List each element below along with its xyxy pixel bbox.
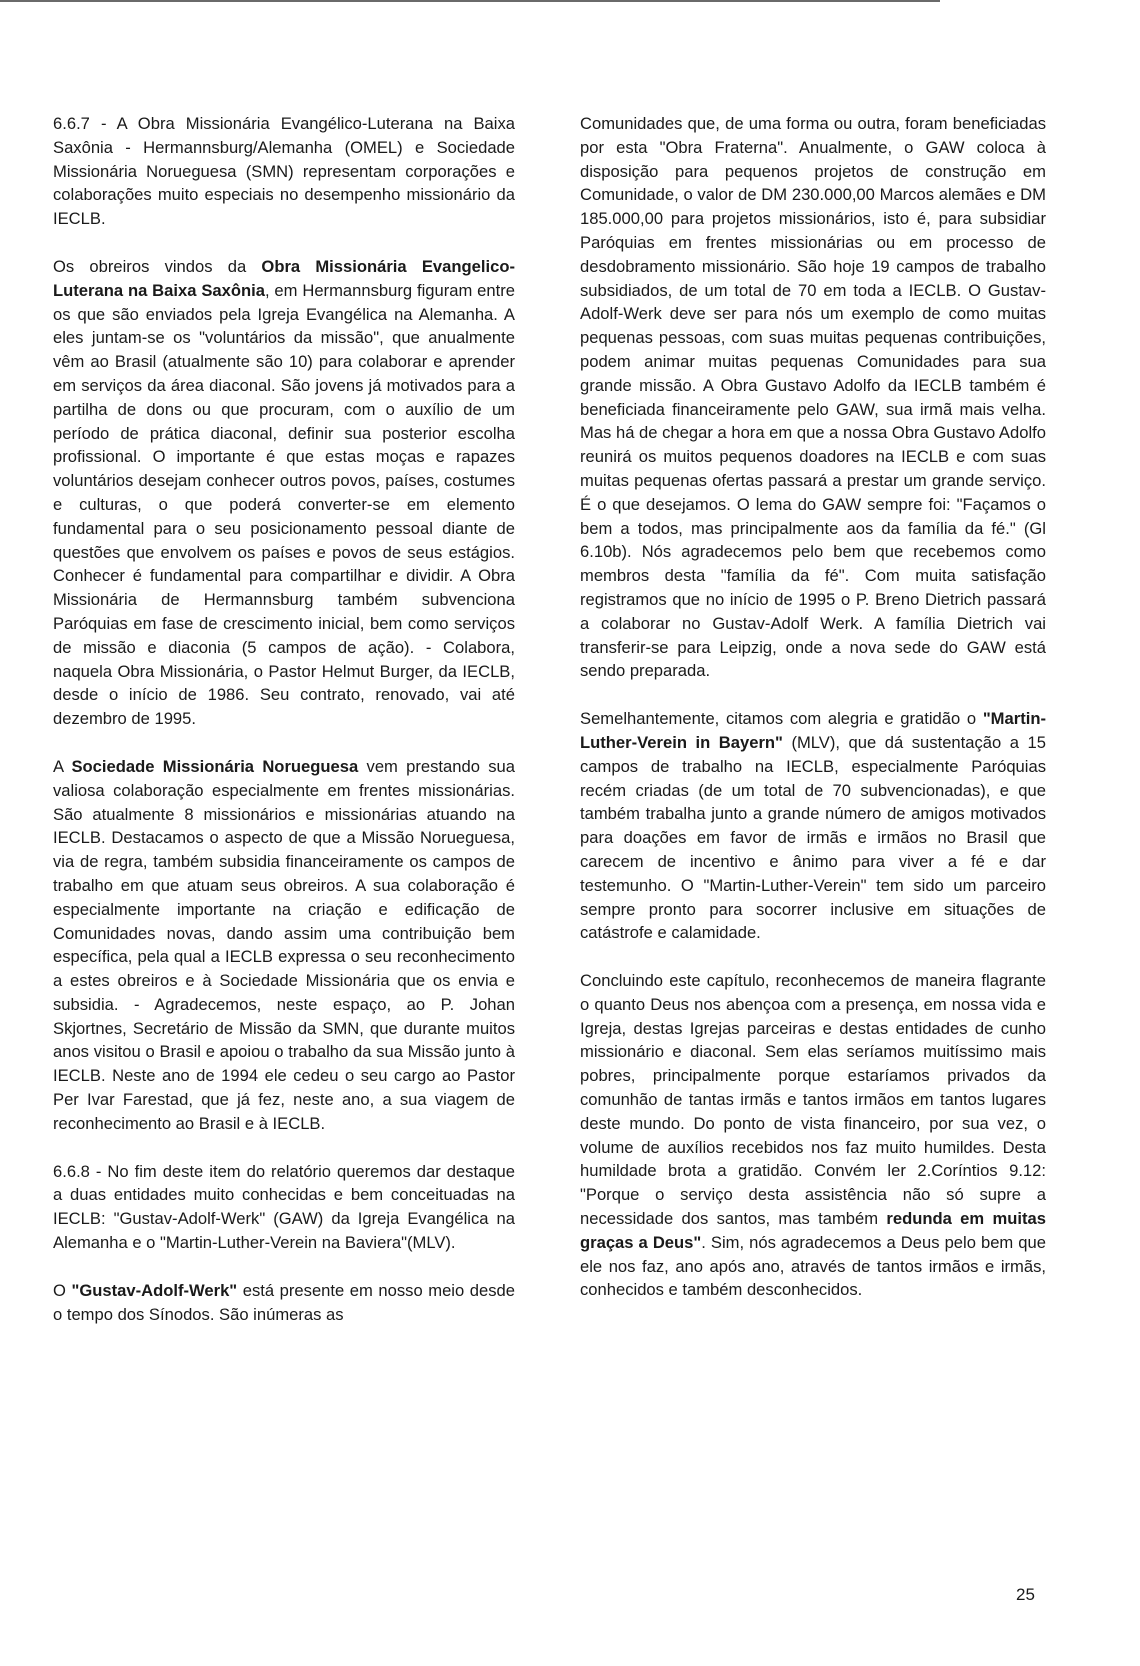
gaw-paragraph-start: O "Gustav-Adolf-Werk" está presente em nosso meio desde o tempo dos Sínodos. São inúmeras as	[53, 1280, 515, 1324]
smn-paragraph: A Sociedade Missionária Norueguesa vem prestando sua valiosa colaboração especialmente em frentes missionárias. São atualmente 8 missionários e missionárias atuando na IECLB. Destacamos o aspecto de que a Missão Norueguesa, via de regra, também subsidia financeiramente os campos de trabalho em que atuam seus obreiros. A sua colaboração é especialmente importante na criação e edificação de Comunidades novas, dando assim uma contribuição bem específica, pela qual a IECLB expressa o seu reconhecimento a estes obreiros e à Sociedade Missionária que os envia e subsidia. - Agradecemos, neste espaço, ao P. Johan Skjortnes, Secretário de Missão da SMN, que durante muitos anos visitou o Brasil e apoiou o trabalho da sua Missão junto à IECLB. Neste ano de 1994 ele cedeu o seu cargo ao Pastor Per Ivar Farestad, que já fez, neste ano, a sua viagem de reconhecimento ao Brasil e à IECLB.	[53, 756, 516, 1133]
top-rule	[0, 0, 940, 2]
omel-paragraph: Os obreiros vindos da Obra Missionária Evangelico-Luterana na Baixa Saxônia, em Hermannsburg figuram entre os que são enviados pela Igreja Evangélica na Alemanha. A eles juntam-se os "voluntários da missão", que anualmente vêm ao Brasil (atualmente são 10) para colaborar e aprender em serviços da área diaconal. São jovens já motivados para a partilha de dons ou que procuram, com o auxílio de um período de prática diaconal, definir sua posterior escolha profissional. O importante é que estas moças e rapazes voluntários desejam conhecer outros povos, países, costumes e culturas, o que poderá converter-se em elemento fundamental para o seu posicionamento pessoal diante de questões que envolvem os países e povos de seus estágios. Conhecer é fundamental para compartilhar e dividir. A Obra Missionária de Hermannsburg também subvenciona Paróquias em fase de crescimento inicial, bem como serviços de missão e diaconia (5 campos de ação). - Colabora, naquela Obra Missionária, o Pastor Helmut Burger, da IECLB, desde o início de 1986. Seu contrato, renovado, vai até dezembro de 1995.	[53, 256, 515, 729]
section-6-6-7-intro: 6.6.7 - A Obra Missionária Evangélico-Luterana na Baixa Saxônia - Hermannsburg/Alemanha (OMEL) e Sociedade Missionária Norueguesa (SMN) representam corporações e colaborações muito especiais no desempenho missionário da IECLB.	[53, 114, 515, 229]
conclusion-paragraph: Concluindo este capítulo, reconhecemos de maneira flagrante o quanto Deus nos abençoa com a presença, em nossa vida e Igreja, destas Igrejas parceiras e destas entidades de cunho missionário e diaconal. Sem elas seríamos muitíssimo mais pobres, principalmente porque estaríamos privados da comunhão de tantas irmãs e tantos irmãos em tantos lugares deste mundo. Do ponto de vista financeiro, por sua vez, o volume de auxílios recebidos nos faz muito humildes. Desta humildade brota a gratidão. Convém ler 2.Coríntios 9.12: "Porque o serviço desta assistência não só supre a necessidade dos santos, mas também redunda em muitas graças a Deus". Sim, nós agradecemos a Deus pelo bem que ele nos faz, ano após ano, através de tantos irmãos e irmãs, conhecidos e também desconhecidos.	[580, 971, 1046, 1300]
mlv-paragraph: Semelhantemente, citamos com alegria e gratidão o "Martin-Luther-Verein in Bayern" (MLV), que dá sustentação a 15 campos de trabalho na IECLB, especialmente Paróquias recém criadas (de um total de 70 subvencionadas), e que também trabalha junto a grande número de amigos motivados para doações em favor de irmãs e irmãos no Brasil que carecem de incentivo e ânimo para viver a fé e dar testemunho. O "Martin-Luther-Verein" tem sido um parceiro sempre pronto para socorrer inclusive em situações de catástrofe e calamidade.	[580, 709, 1046, 943]
gaw-paragraph-continued: Comunidades que, de uma forma ou outra, foram beneficiadas por esta "Obra Fraterna". Anualmente, o GAW coloca à disposição para pequenos projetos de construção em Comunidade, o valor de DM 230.000,00 Marcos alemães e DM 185.000,00 para projetos missionários, isto é, para subsidiar Paróquias em frentes missionárias ou em processo de desdobramento missionário. São hoje 19 campos de trabalho subsidiados, de um total de 70 em toda a IECLB. O Gustav-Adolf-Werk deve ser para nós um exemplo de como muitas pequenas pessoas, com suas muitas pequenas contribuições, podem animar muitas pequenas Comunidades para sua grande missão. A Obra Gustavo Adolfo da IECLB também é beneficiada financeiramente pelo GAW, sua irmã mais velha. Mas há de chegar a hora em que a nossa Obra Gustavo Adolfo reunirá os muitos pequenos doadores na IECLB e com suas muitas pequenas ofertas passará a prestar um grande serviço. É o que desejamos. O lema do GAW sempre foi: "Façamos o bem a todos, mas principalmente aos da família da fé." (Gl 6.10b). Nós agradecemos pelo bem que recebemos como membros desta "família da fé". Com muita satisfação registramos que no início de 1995 o P. Breno Dietrich passará a colaborar no Gustav-Adolf Werk. A família Dietrich vai transferir-se para Leipzig, onde a nova sede do GAW está sendo preparada.	[580, 114, 1046, 681]
omel-name: Obra Missionária Evangelico-Luterana na Baixa Saxônia	[53, 256, 515, 300]
gaw-name: "Gustav-Adolf-Werk"	[71, 1280, 238, 1300]
left-column	[53, 112, 515, 1326]
right-column	[580, 112, 1046, 1302]
page-number: 25	[1016, 1585, 1035, 1604]
scripture-emphasis: redunda em muitas graças a Deus"	[580, 1209, 1046, 1252]
smn-name: Sociedade Missionária Norueguesa	[71, 756, 359, 776]
mlv-name: "Martin-Luther-Verein in Bayern"	[580, 709, 1046, 752]
section-6-6-8-intro: 6.6.8 - No fim deste item do relatório queremos dar destaque a duas entidades muito conhecidas e bem conceituadas na IECLB: "Gustav-Adolf-Werk" (GAW) da Igreja Evangélica na Alemanha e o "Martin-Luther-Verein na Baviera"(MLV).	[53, 1161, 515, 1253]
